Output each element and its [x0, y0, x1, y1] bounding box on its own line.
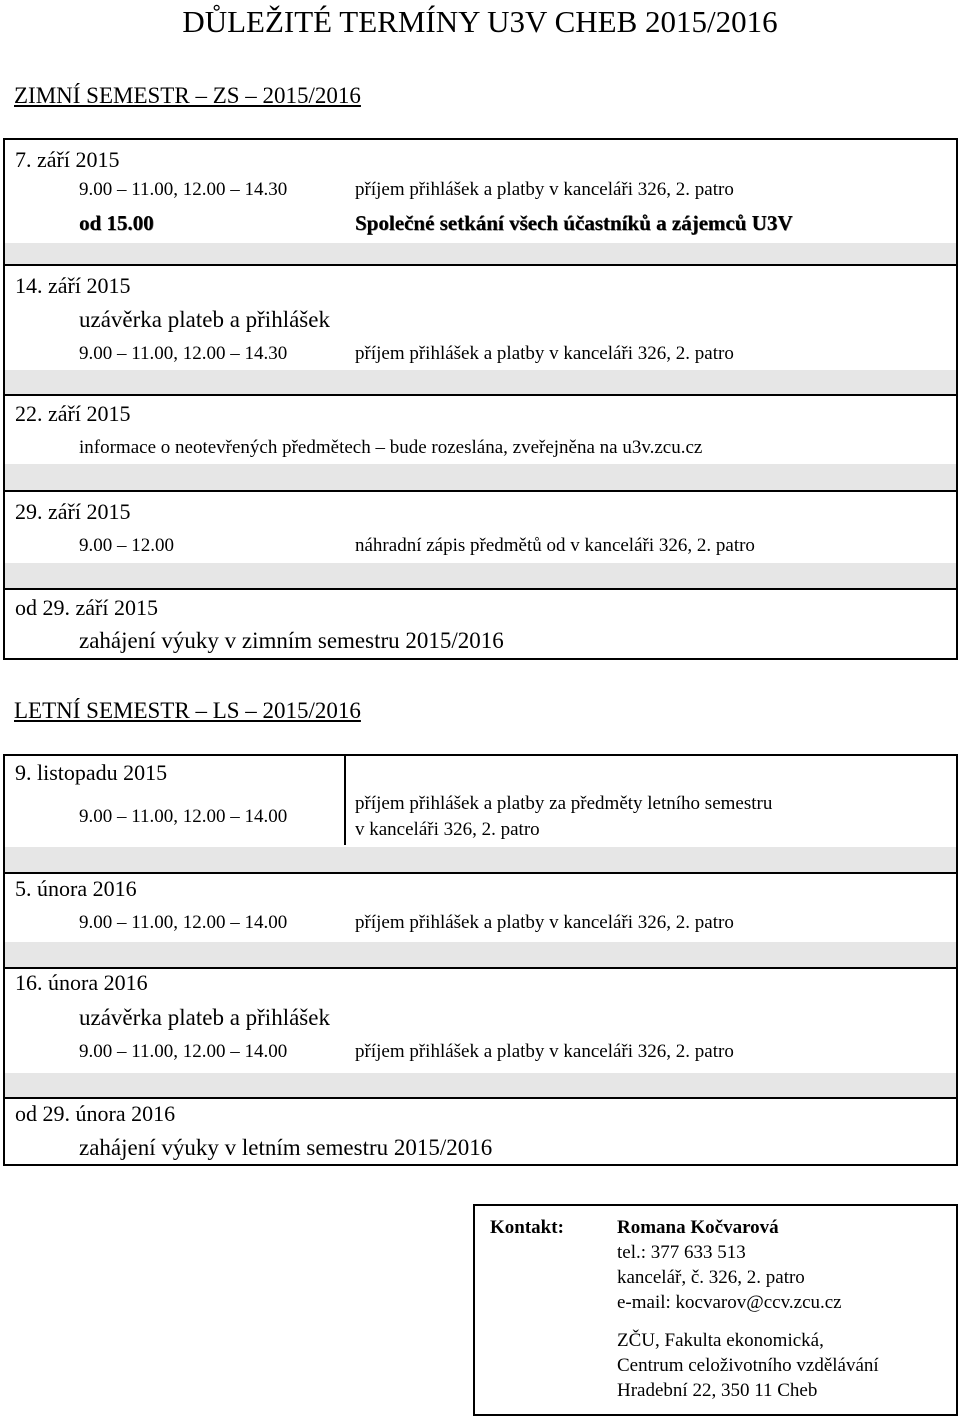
event-time: 9.00 – 11.00, 12.00 – 14.00 — [79, 806, 288, 827]
contact-organization: ZČU, Fakulta ekonomická, — [617, 1330, 824, 1351]
separator-row — [5, 370, 956, 396]
event-time: 9.00 – 12.00 — [79, 535, 174, 556]
event-description: příjem přihlášek a platby za předměty letního semestru — [355, 793, 773, 814]
winter-event-3 — [5, 394, 956, 466]
event-time: 9.00 – 11.00, 12.00 – 14.30 — [79, 179, 288, 200]
contact-office: kancelář, č. 326, 2. patro — [617, 1267, 805, 1288]
event-description: příjem přihlášek a platby v kanceláři 326, 2. patro — [355, 179, 734, 200]
summer-event-2 — [5, 872, 956, 944]
winter-event-5 — [5, 588, 956, 660]
winter-semester-heading: ZIMNÍ SEMESTR – ZS – 2015/2016 — [14, 83, 361, 108]
event-time: 9.00 – 11.00, 12.00 – 14.30 — [79, 343, 288, 364]
event-note: zahájení výuky v zimním semestru 2015/2016 — [79, 628, 504, 653]
event-time: 9.00 – 11.00, 12.00 – 14.00 — [79, 1041, 288, 1062]
separator-row — [5, 243, 956, 266]
event-description: příjem přihlášek a platby v kanceláři 326, 2. patro — [355, 343, 734, 364]
event-date: 16. února 2016 — [15, 970, 148, 995]
event-date: 29. září 2015 — [15, 499, 131, 524]
event-description: v kanceláři 326, 2. patro — [355, 819, 540, 840]
event-date: 5. února 2016 — [15, 876, 137, 901]
contact-box — [473, 1204, 958, 1416]
winter-schedule-table — [3, 138, 958, 660]
event-date: od 29. února 2016 — [15, 1101, 176, 1126]
event-date: od 29. září 2015 — [15, 595, 158, 620]
event-description: příjem přihlášek a platby v kanceláři 326, 2. patro — [355, 1041, 734, 1062]
summer-semester-heading: LETNÍ SEMESTR – LS – 2015/2016 — [14, 698, 361, 723]
summer-event-3 — [5, 967, 956, 1075]
event-date: 9. listopadu 2015 — [15, 760, 168, 785]
contact-organization-unit: Centrum celoživotního vzdělávání — [617, 1355, 879, 1376]
separator-row — [5, 847, 956, 874]
event-note: uzávěrka plateb a přihlášek — [79, 307, 330, 332]
event-description: příjem přihlášek a platby v kanceláři 326, 2. patro — [355, 912, 734, 933]
separator-row — [5, 563, 956, 590]
event-note: zahájení výuky v letním semestru 2015/2016 — [79, 1135, 493, 1160]
summer-event-4 — [5, 1097, 956, 1166]
separator-row — [5, 942, 956, 969]
column-divider — [344, 756, 346, 845]
contact-phone: tel.: 377 633 513 — [617, 1242, 746, 1263]
contact-label: Kontakt: — [490, 1217, 564, 1238]
event-time: 9.00 – 11.00, 12.00 – 14.00 — [79, 912, 288, 933]
event-time: od 15.00 — [79, 211, 154, 235]
contact-address: Hradební 22, 350 11 Cheb — [617, 1380, 818, 1401]
contact-email: e-mail: kocvarov@ccv.zcu.cz — [617, 1292, 842, 1313]
winter-event-4 — [5, 490, 956, 565]
event-date: 7. září 2015 — [15, 147, 120, 172]
event-note: uzávěrka plateb a přihlášek — [79, 1005, 330, 1030]
event-description: náhradní zápis předmětů od v kanceláři 326, 2. patro — [355, 535, 755, 556]
summer-event-1 — [5, 756, 956, 849]
summer-schedule-table — [3, 754, 958, 1166]
event-description: Společné setkání všech účastníků a zájemců U3V — [355, 211, 793, 235]
winter-event-1 — [5, 140, 956, 245]
page-title: DŮLEŽITÉ TERMÍNY U3V CHEB 2015/2016 — [182, 4, 778, 39]
winter-event-2 — [5, 264, 956, 372]
separator-row — [5, 464, 956, 492]
contact-name: Romana Kočvarová — [617, 1217, 779, 1238]
separator-row — [5, 1073, 956, 1099]
event-date: 22. září 2015 — [15, 401, 131, 426]
event-description: informace o neotevřených předmětech – bude rozeslána, zveřejněna na u3v.zcu.cz — [79, 437, 703, 458]
event-date: 14. září 2015 — [15, 273, 131, 298]
